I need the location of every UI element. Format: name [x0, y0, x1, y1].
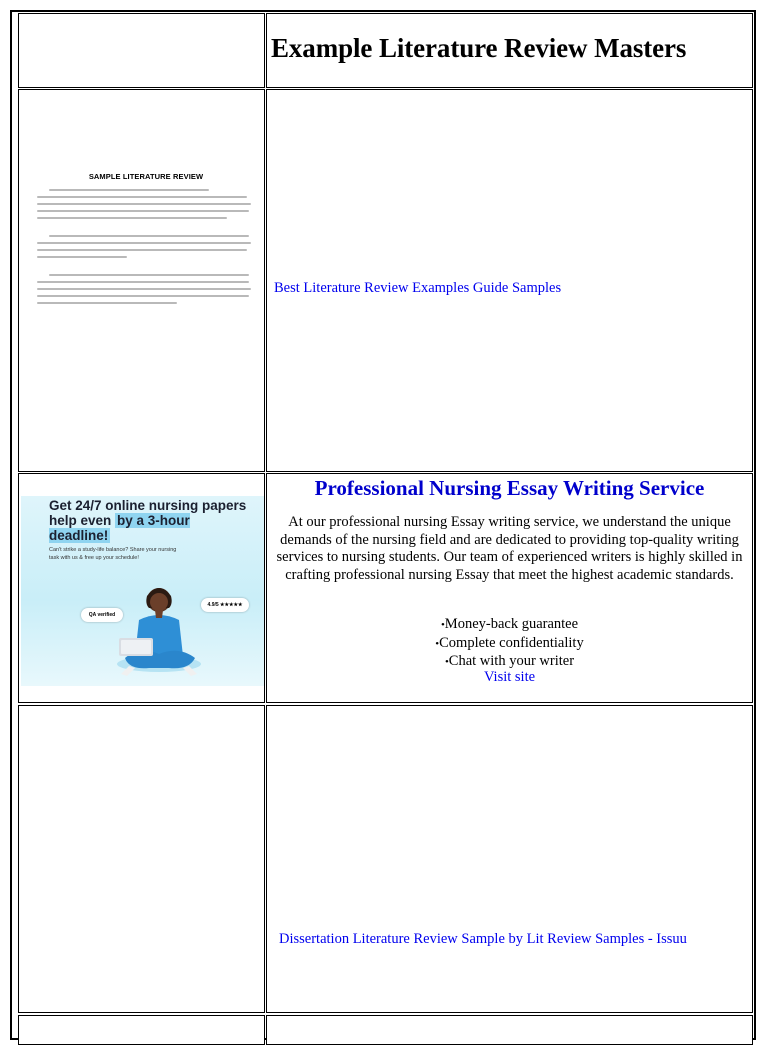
feature-item: • Money-back guarantee — [267, 616, 752, 635]
empty-cell — [18, 1015, 265, 1045]
rating-badge: 4.9/5 ★★★★★ — [201, 598, 249, 612]
link-cell — [266, 705, 753, 1013]
service-description: At our professional nursing Essay writing service, we understand the unique demands of the nursing field and are dedicated to providing top-quality writing services to nursing students. Our team of experienced writers is highly skilled in crafting professional nursing Essay that meet the highest academic standards. — [276, 514, 743, 583]
empty-cell — [18, 13, 265, 88]
ad-subtext: Can't strike a study-life balance? Share your nursing task with us & free up your schedule! — [49, 547, 177, 561]
empty-cell — [266, 1015, 753, 1045]
thumbnail-text-lines — [37, 189, 261, 304]
nursing-ad-cell — [18, 473, 265, 703]
link-cell — [266, 89, 753, 472]
feature-list — [267, 616, 752, 672]
thumbnail-title: SAMPLE LITERATURE REVIEW — [88, 172, 204, 181]
feature-item: • Complete confidentiality — [267, 635, 752, 654]
nurse-illustration — [109, 574, 209, 686]
nursing-ad-banner[interactable] — [21, 496, 264, 686]
ad-headline-text: Get 24/7 online nursing papers help even — [49, 498, 247, 528]
sample-literature-review-image[interactable] — [31, 168, 261, 406]
service-title: Professional Nursing Essay Writing Service — [314, 476, 705, 500]
qa-verified-badge: QA verified — [81, 608, 123, 622]
ad-headline — [49, 498, 249, 543]
feature-item: • Chat with your writer — [267, 653, 752, 672]
page-title: Example Literature Review Masters — [271, 33, 687, 63]
empty-cell — [18, 705, 265, 1013]
visit-site-link[interactable]: Visit site — [483, 669, 536, 685]
title-cell — [266, 13, 753, 88]
literature-review-image-cell — [18, 89, 265, 472]
ad-headline-highlight: by a 3-hour deadline! — [49, 513, 190, 543]
service-cell — [266, 473, 753, 703]
dissertation-literature-review-link[interactable]: Dissertation Literature Review Sample by Lit Review Samples - Issuu — [279, 931, 687, 947]
best-literature-review-link[interactable]: Best Literature Review Examples Guide Samples — [274, 280, 562, 296]
